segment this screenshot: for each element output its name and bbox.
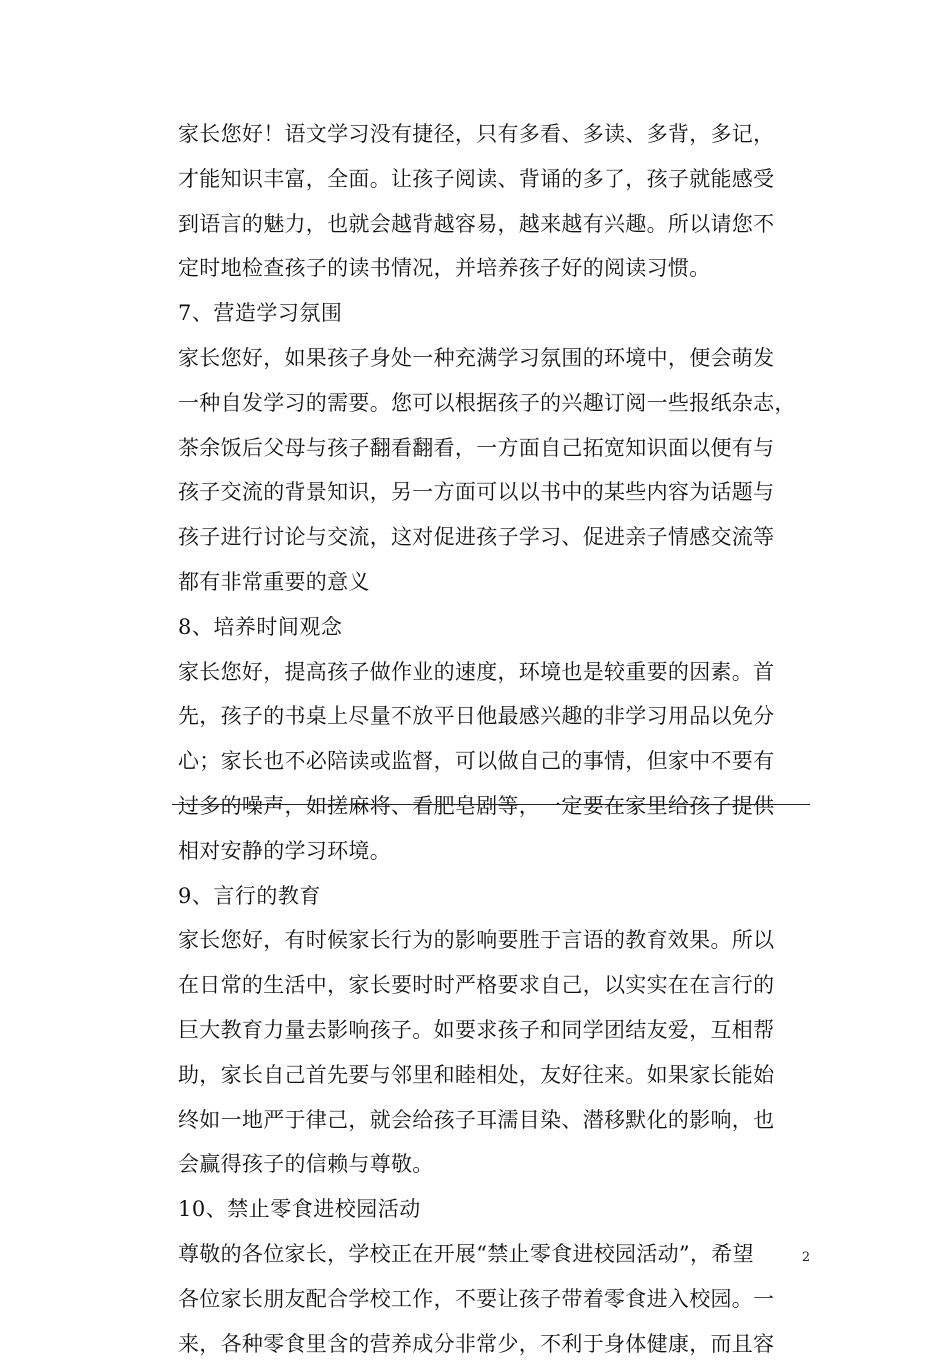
paragraph-line: 相对安静的学习环境。 — [178, 838, 391, 863]
paragraph-line: 家长您好，提高孩子做作业的速度，环境也是较重要的因素。首 — [178, 659, 775, 684]
paragraph-line: 家长您好，如果孩子身处一种充满学习氛围的环境中，便会萌发 — [178, 345, 775, 370]
paragraph-line: 会赢得孩子的信赖与尊敬。 — [178, 1152, 434, 1177]
page-number: 2 — [801, 1250, 811, 1265]
paragraph-line: 一种自发学习的需要。您可以根据孩子的兴趣订阅一些报纸杂志， — [178, 390, 796, 415]
document-body — [178, 112, 808, 1366]
paragraph-line: 家长您好，有时候家长行为的影响要胜于言语的教育效果。所以 — [178, 928, 775, 953]
paragraph-line: 定时地检查孩子的读书情况，并培养孩子好的阅读习惯。 — [178, 256, 711, 281]
paragraph-line: 终如一地严于律己，就会给孩子耳濡目染、潜移默化的影响，也 — [178, 1107, 775, 1132]
paragraph-line: 过多的噪声，如搓麻将、看肥皂剧等，一定要在家里给孩子提供 — [178, 793, 775, 818]
paragraph-line: 孩子交流的背景知识，另一方面可以以书中的某些内容为话题与 — [178, 480, 775, 505]
section-heading-8: 8、培养时间观念 — [178, 614, 343, 639]
paragraph-line: 来，各种零食里含的营养成分非常少，不利于身体健康，而且容 — [178, 1331, 775, 1356]
paragraph-line: 助，家长自己首先要与邻里和睦相处，友好往来。如果家长能始 — [178, 1062, 775, 1087]
paragraph-line: 孩子进行讨论与交流，这对促进孩子学习、促进亲子情感交流等 — [178, 525, 775, 550]
paragraph-line: 先，孩子的书桌上尽量不放平日他最感兴趣的非学习用品以免分 — [178, 704, 775, 729]
section-heading-10: 10、禁止零食进校园活动 — [178, 1197, 421, 1222]
paragraph-line: 才能知识丰富，全面。让孩子阅读、背诵的多了，孩子就能感受 — [178, 166, 775, 191]
paragraph-line: 到语言的魅力，也就会越背越容易，越来越有兴趣。所以请您不 — [178, 211, 775, 236]
paragraph-line: 尊敬的各位家长，学校正在开展“禁止零食进校园活动”，希望 — [178, 1241, 754, 1266]
paragraph-line: 都有非常重要的意义 — [178, 569, 370, 594]
paragraph-line: 茶余饭后父母与孩子翻看翻看，一方面自己拓宽知识面以便有与 — [178, 435, 775, 460]
paragraph-line: 在日常的生活中，家长要时时严格要求自己，以实实在在言行的 — [178, 973, 775, 998]
section-heading-7: 7、营造学习氛围 — [178, 301, 343, 326]
paragraph-line: 家长您好！语文学习没有捷径，只有多看、多读、多背，多记， — [178, 122, 775, 146]
paragraph-line: 心；家长也不必陪读或监督，可以做自己的事情，但家中不要有 — [178, 749, 775, 774]
horizontal-rule — [172, 804, 810, 805]
paragraph-line: 巨大教育力量去影响孩子。如要求孩子和同学团结友爱，互相帮 — [178, 1017, 775, 1042]
paragraph-line: 各位家长朋友配合学校工作，不要让孩子带着零食进入校园。一 — [178, 1286, 775, 1311]
section-heading-9: 9、言行的教育 — [178, 883, 321, 908]
